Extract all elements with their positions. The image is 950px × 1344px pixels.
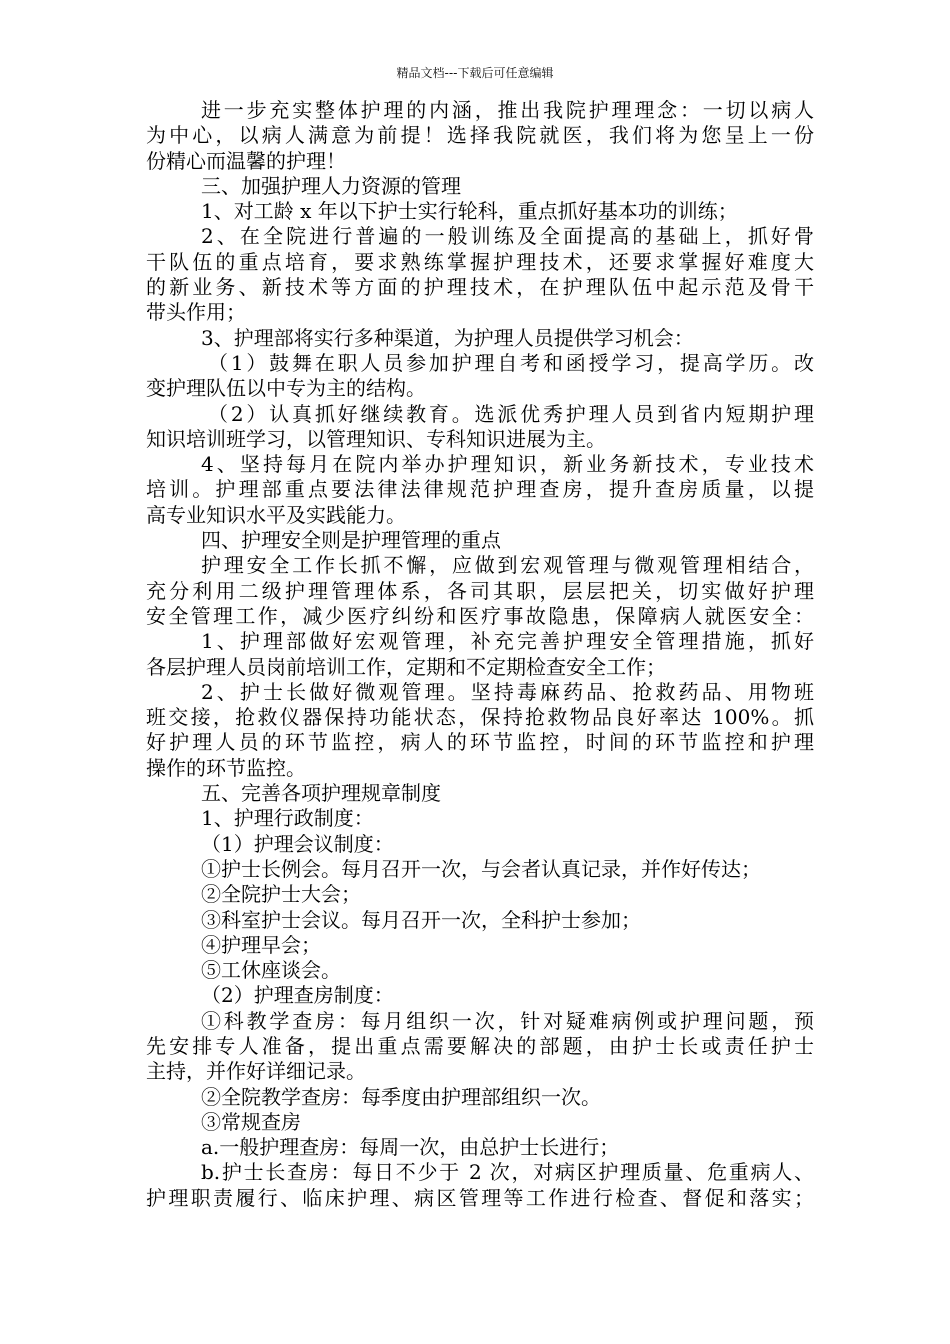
paragraph-line: 培训。护理部重点要法律法律规范护理查房，提升查房质量，以提 xyxy=(146,477,814,502)
paragraph-line: ①科教学查房：每月组织一次，针对疑难病例或护理问题，预 xyxy=(201,1008,814,1033)
paragraph-line: 高专业知识水平及实践能力。 xyxy=(146,502,406,527)
paragraph-line: 进一步充实整体护理的内涵，推出我院护理理念：一切以病人 xyxy=(201,98,814,122)
paragraph-line: ⑤工休座谈会。 xyxy=(201,958,341,983)
paragraph-line: （2）护理查房制度： xyxy=(201,983,394,1008)
paragraph-line: 份精心而温馨的护理！ xyxy=(146,148,346,173)
paragraph-line: 充分利用二级护理管理体系，各司其职，层层把关，切实做好护理 xyxy=(146,578,814,603)
paragraph-line: 带头作用； xyxy=(146,300,246,325)
paragraph-line: a.一般护理查房：每周一次，由总护士长进行； xyxy=(201,1135,620,1160)
paragraph-line: 知识培训班学习，以管理知识、专科知识进展为主。 xyxy=(146,426,606,451)
paragraph-line: b.护士长查房：每日不少于 2 次，对病区护理质量、危重病人、 xyxy=(201,1160,814,1185)
paragraph-line: 好护理人员的环节监控，病人的环节监控，时间的环节监控和护理 xyxy=(146,730,814,755)
document-body xyxy=(146,98,814,1211)
paragraph-line: ③科室护士会议。每月召开一次，全科护士参加； xyxy=(201,907,641,932)
paragraph-line: 2、护士长做好微观管理。坚持毒麻药品、抢救药品、用物班 xyxy=(201,679,814,704)
page-header: 精品文档---下载后可任意编辑 xyxy=(396,66,554,80)
paragraph-line: （2）认真抓好继续教育。选派优秀护理人员到省内短期护理 xyxy=(208,401,814,426)
paragraph-line: 变护理队伍以中专为主的结构。 xyxy=(146,376,426,401)
paragraph-line: ③常规查房 xyxy=(201,1109,301,1134)
paragraph-line: 操作的环节监控。 xyxy=(146,755,306,780)
section-heading: 三、加强护理人力资源的管理 xyxy=(201,173,461,198)
paragraph-line: 1、护理行政制度： xyxy=(201,806,374,831)
paragraph-line: 护理职责履行、临床护理、病区管理等工作进行检查、督促和落实； xyxy=(146,1185,814,1210)
paragraph-line: ①护士长例会。每月召开一次，与会者认真记录，并作好传达； xyxy=(201,856,761,881)
paragraph-line: 4、坚持每月在院内举办护理知识，新业务新技术，专业技术 xyxy=(201,452,814,477)
section-heading: 五、完善各项护理规章制度 xyxy=(201,781,441,806)
paragraph-line: 3、护理部将实行多种渠道，为护理人员提供学习机会： xyxy=(201,325,694,350)
paragraph-line: 安全管理工作，减少医疗纠纷和医疗事故隐患，保障病人就医安全： xyxy=(146,603,814,628)
section-heading: 四、护理安全则是护理管理的重点 xyxy=(201,528,501,553)
paragraph-line: ②全院护士大会； xyxy=(201,882,361,907)
paragraph-line: （1）护理会议制度： xyxy=(201,831,394,856)
paragraph-line: 1、对工龄 x 年以下护士实行轮科，重点抓好基本功的训练； xyxy=(201,199,738,224)
paragraph-line: 干队伍的重点培育，要求熟练掌握护理技术，还要求掌握好难度大 xyxy=(146,249,814,274)
paragraph-line: 护理安全工作长抓不懈，应做到宏观管理与微观管理相结合， xyxy=(201,553,814,578)
paragraph-line: 的新业务、新技术等方面的护理技术，在护理队伍中起示范及骨干 xyxy=(146,275,814,300)
paragraph-line: 先安排专人准备，提出重点需要解决的部题，由护士长或责任护士 xyxy=(146,1033,814,1058)
paragraph-line: 班交接，抢救仪器保持功能状态，保持抢救物品良好率达 100%。抓 xyxy=(146,705,814,730)
paragraph-line: ②全院教学查房：每季度由护理部组织一次。 xyxy=(201,1084,601,1109)
paragraph-line: ④护理早会； xyxy=(201,932,321,957)
paragraph-line: 1、护理部做好宏观管理，补充完善护理安全管理措施，抓好 xyxy=(201,629,814,654)
paragraph-line: 2、在全院进行普遍的一般训练及全面提高的基础上，抓好骨 xyxy=(201,224,814,249)
paragraph-line: 各层护理人员岗前培训工作，定期和不定期检查安全工作； xyxy=(146,654,666,679)
paragraph-line: （1）鼓舞在职人员参加护理自考和函授学习，提高学历。改 xyxy=(208,350,814,375)
paragraph-line: 为中心，以病人满意为前提！选择我院就医，我们将为您呈上一份 xyxy=(146,123,814,148)
paragraph-line: 主持，并作好详细记录。 xyxy=(146,1059,366,1084)
